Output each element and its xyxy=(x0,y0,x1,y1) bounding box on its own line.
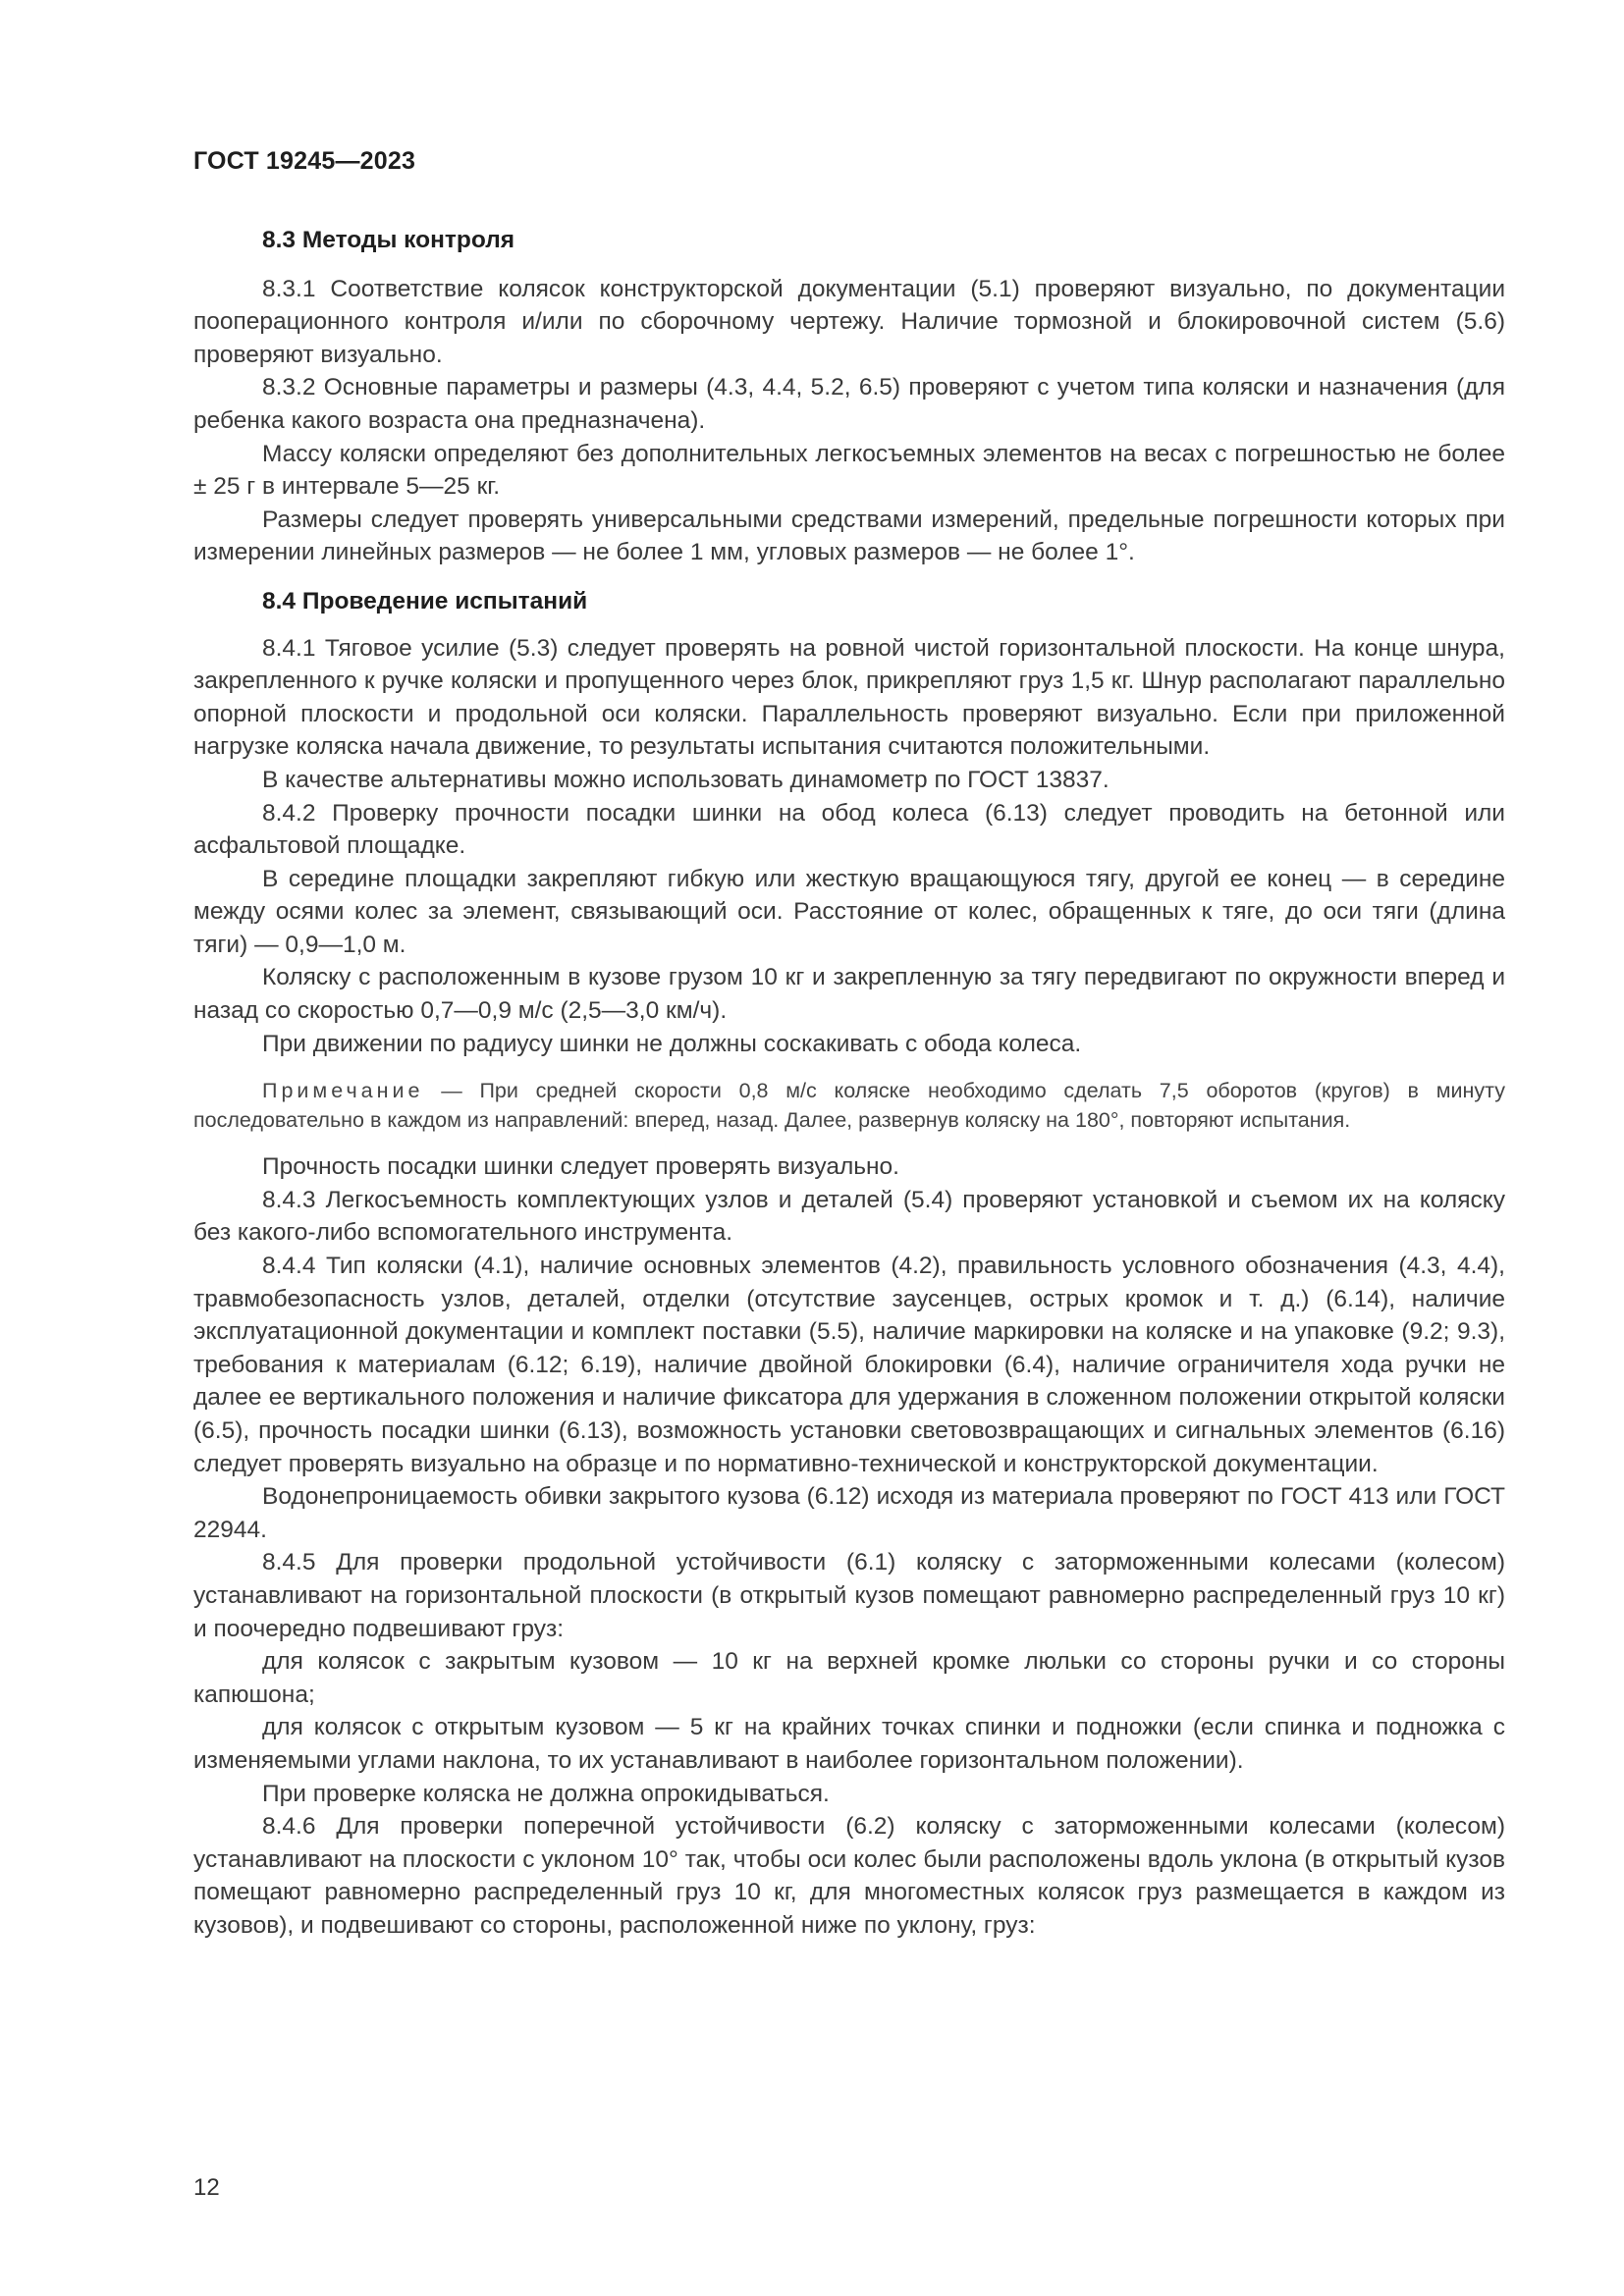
document-body xyxy=(193,224,1505,1943)
paragraph-tire-strength: Прочность посадки шинки следует проверять визуально. xyxy=(262,1153,899,1181)
paragraph-load: Коляску с расположенным в кузове грузом 10 кг и закрепленную за тягу передвигают по окружности вперед и назад со скоростью 0,7—0,9 м/с (2,5—3,0 км/ч). xyxy=(193,964,1505,1025)
note-block xyxy=(193,1076,1505,1135)
paragraph-8-3-2: 8.3.2 Основные параметры и размеры (4.3, 4.4, 5.2, 6.5) проверяют с учетом типа коляски и назначения (для ребенка какого возраста она предназначена). xyxy=(193,374,1505,434)
note-text: — При средней скорости 0,8 м/с коляске необходимо сделать 7,5 оборотов (кругов) в минуту последовательно в каждом из направлений: вперед, назад. Далее, развернув коляску на 180°, повторяют испытания. xyxy=(193,1079,1505,1133)
paragraph-alternative: В качестве альтернативы можно использовать динамометр по ГОСТ 13837. xyxy=(262,766,1110,793)
page-number: 12 xyxy=(193,2174,220,2201)
paragraph-8-4-5: 8.4.5 Для проверки продольной устойчивости (6.1) коляску с заторможенными колесами (колесом) устанавливают на горизонтальной плоскости (в открытый кузов помещают равномерно распределенный груз 10 кг) и поочередно подвешивают груз: xyxy=(193,1549,1505,1642)
paragraph-rod: В середине площадки закрепляют гибкую или жесткую вращающуюся тягу, другой ее конец — в середине между осями колес за элемент, связывающий оси. Расстояние от колес, обращенных к тяге, до оси тяги (длина тяги) — 0,9—1,0 м. xyxy=(193,865,1505,958)
paragraph-8-4-2: 8.4.2 Проверку прочности посадки шинки на обод колеса (6.13) следует проводить на бетонной или асфальтовой площадке. xyxy=(193,799,1505,860)
paragraph-closed-body: для колясок с закрытым кузовом — 10 кг на верхней кромке люльки со стороны ручки и со стороны капюшона; xyxy=(193,1648,1505,1708)
paragraph-open-body: для колясок с открытым кузовом — 5 кг на крайних точках спинки и подножки (если спинка и подножка с изменяемыми углами наклона, то их устанавливают в наиболее горизонтальном положении). xyxy=(193,1714,1505,1774)
paragraph-8-4-3: 8.4.3 Легкосъемность комплектующих узлов и деталей (5.4) проверяют установкой и съемом их на коляску без какого-либо вспомогательного инструмента. xyxy=(193,1186,1505,1247)
paragraph-8-4-4: 8.4.4 Тип коляски (4.1), наличие основных элементов (4.2), правильность условного обозначения (4.3, 4.4), травмобезопасность узлов, деталей, отделки (отсутствие заусенцев, острых кромок и т. д.) (6.14), наличие эксплуатационной документации и комплект поставки (5.5), наличие маркировки на коляске и на упаковке (9.2; 9.3), требования к материалам (6.12; 6.19), наличие двойной блокировки (6.4), наличие ограничителя хода ручки не далее ее вертикального положения и наличие фиксатора для удержания в сложенном положении открытой коляски (6.5), прочность посадки шинки (6.13), возможность установки световозвращающих и сигнальных элементов (6.16) следует проверять визуально на образце и по нормативно-технической и конструкторской документации. xyxy=(193,1253,1505,1477)
paragraph-dimensions: Размеры следует проверять универсальными средствами измерений, предельные погрешности которых при измерении линейных размеров — не более 1 мм, угловых размеров — не более 1°. xyxy=(193,506,1505,566)
paragraph-no-tipping: При проверке коляска не должна опрокидываться. xyxy=(262,1780,830,1807)
paragraph-8-4-6: 8.4.6 Для проверки поперечной устойчивости (6.2) коляску с заторможенными колесами (колесом) устанавливают на плоскости с уклоном 10° так, чтобы оси колес были расположены вдоль уклона (в открытый кузов помещают равномерно распределенный груз 10 кг, для многоместных колясок груз размещается в каждом из кузовов), и подвешивают со стороны, расположенной ниже по уклону, груз: xyxy=(193,1813,1505,1939)
section-heading-8-4: 8.4 Проведение испытаний xyxy=(262,587,588,614)
paragraph-8-4-1: 8.4.1 Тяговое усилие (5.3) следует проверять на ровной чистой горизонтальной плоскости. На конце шнура, закрепленного к ручке коляски и пропущенного через блок, прикрепляют груз 1,5 кг. Шнур располагают параллельно опорной плоскости и продольной оси коляски. Параллельность проверяют визуально. Если при приложенной нагрузке коляска начала движение, то результаты испытания считаются положительными. xyxy=(193,634,1505,761)
paragraph-waterproof: Водонепроницаемость обивки закрытого кузова (6.12) исходя из материала проверяют по ГОСТ 413 или ГОСТ 22944. xyxy=(193,1483,1505,1543)
document-code-header: ГОСТ 19245—2023 xyxy=(193,147,416,175)
paragraph-tires: При движении по радиусу шинки не должны соскакивать с обода колеса. xyxy=(262,1030,1082,1057)
note-label: Примечание xyxy=(262,1079,424,1103)
paragraph-8-3-1: 8.3.1 Соответствие колясок конструкторской документации (5.1) проверяют визуально, по документации пооперационного контроля и/или по сборочному чертежу. Наличие тормозной и блокировочной систем (5.6) проверяют визуально. xyxy=(193,275,1505,368)
paragraph-mass: Массу коляски определяют без дополнительных легкосъемных элементов на весах с погрешностью не более ± 25 г в интервале 5—25 кг. xyxy=(193,440,1505,501)
section-heading-8-3: 8.3 Методы контроля xyxy=(262,227,515,253)
